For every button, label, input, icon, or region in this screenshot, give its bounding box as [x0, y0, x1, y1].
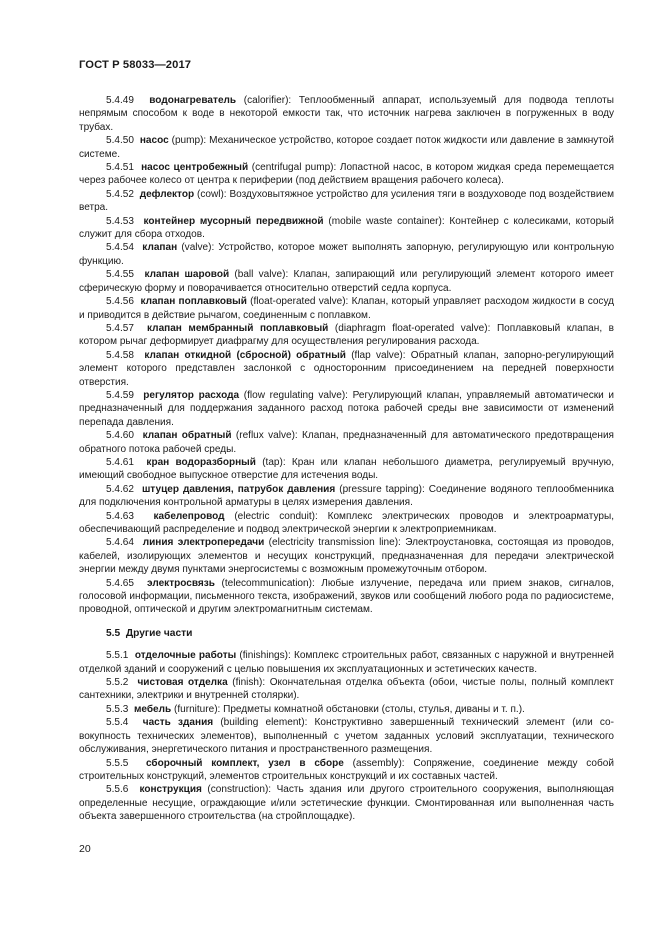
- entry-number: 5.4.61: [106, 456, 134, 468]
- entry-definition: (flow regulating valve): Регулирующий клапан, управляемый автоматически и предназначенный для поддержания заданного расход потока рабочей среды вне зависимости от изменений перепада давления.: [79, 389, 614, 428]
- entry-term: клапан откидной (сбросной) обратный: [144, 349, 346, 361]
- entry-term: водонагреватель: [149, 95, 237, 106]
- entry-term: контейнер мусорный передвижной: [143, 215, 324, 227]
- entry-definition: (telecommunication): Любые излучение, передача или прием знаков, сигналов, голосовой информации, письменного текста, изображений, звуков или сообщений любого рода по радиосистеме, проводной, оптической и другим электромагнитным системам.: [79, 577, 614, 616]
- entry-number: 5.4.56: [106, 296, 134, 308]
- term-entry: [79, 483, 614, 510]
- entry-number: 5.4.51: [106, 162, 134, 174]
- entry-term: клапан мембранный поплавковый: [147, 322, 329, 334]
- entry-definition: (furniture): Предметы комнатной обстановки (столы, стулья, диваны и т. п.).: [171, 703, 525, 715]
- entry-number: 5.4.57: [106, 322, 134, 334]
- entry-number: 5.4.52: [106, 188, 134, 200]
- document-header: ГОСТ Р 58033—2017: [79, 59, 192, 71]
- section-heading: [79, 627, 614, 640]
- entry-definition: (building element): Конструктивно завершенный технический элемент (или совокупность технических элементов), выполненный с учетом заданных условий эксплуатации, технического обслуживания, энергетического питания и пространственного размещения.: [79, 717, 614, 756]
- term-entry: [79, 783, 614, 823]
- entry-definition: (ball valve): Клапан, запирающий или регулирующий элемент которого имеет сферическую форму и поворачивается относительно отверстий седла корпуса.: [79, 269, 614, 294]
- entry-term: штуцер давления, патрубок давления: [141, 483, 336, 495]
- term-entry: [79, 295, 614, 322]
- entry-term: регулятор расхода: [143, 389, 240, 401]
- entry-term: насос: [139, 135, 169, 147]
- entry-definition: (flap valve): Обратный клапан, запорно-регулирующий элемент которого представлен заслонкой с односторонним присоединением на передней поверхности отверстия.: [79, 349, 614, 388]
- entry-definition: (finishings): Комплекс строительных работ, связанных с наружной и внутренней отделкой зданий и сооружений с целью повышения их эксплуатационных и эстетических качеств.: [79, 650, 614, 675]
- term-entry: [79, 215, 614, 242]
- entry-definition: (tap): Кран или клапан небольшого диаметра, регулируемый вручную, имеющий свободное выпускное отверстие для истечения воды.: [79, 456, 614, 482]
- term-entry: [79, 716, 614, 756]
- entry-term: насос центробежный: [141, 162, 249, 174]
- term-entry: [79, 510, 614, 537]
- term-entry: [79, 536, 614, 576]
- entry-number: 5.4.63: [106, 510, 134, 522]
- entry-number: 5.4.49: [106, 95, 134, 106]
- entry-definition: (electricity transmission line): Электроустановка, состоящая из проводов, кабелей, изолирующих элементов и несущих конструкций, предназначенная для передачи электрической энергии между двумя пунктами энергосистемы с возможным промежуточным отбором.: [79, 537, 614, 576]
- entry-definition: (calorifier): Теплообменный аппарат, используемый для подвода теплоты непрямым способом к воде в некоторой емкости так, что источник нагрева заключен в погруженных в воду трубах.: [79, 95, 614, 133]
- entry-number: 5.4.58: [106, 349, 134, 361]
- term-entry: [79, 389, 614, 429]
- section-number: 5.5: [106, 627, 121, 639]
- entry-number: 5.4.64: [106, 537, 134, 549]
- entry-term: линия электропередачи: [142, 537, 265, 549]
- entry-number: 5.5.5: [106, 757, 129, 769]
- term-list-5-5: [79, 649, 614, 823]
- entry-number: 5.4.50: [106, 135, 134, 147]
- entry-number: 5.4.59: [106, 389, 134, 401]
- entry-definition: (mobile waste container): Контейнер с колесиками, который служит для сбора отходов.: [79, 215, 615, 241]
- entry-term: клапан обратный: [142, 430, 232, 442]
- term-list-5-4: [79, 94, 614, 617]
- term-entry: [79, 161, 614, 188]
- entry-definition: (assembly): Сопряжение, соединение между собой строительных конструкций, элементов строительных конструкций и их составных частей.: [79, 757, 614, 782]
- term-entry: [79, 676, 614, 703]
- entry-number: 5.5.1: [106, 650, 129, 662]
- entry-definition: (valve): Устройство, которое может выполнять запорную, регулирующую или контрольную функцию.: [79, 242, 615, 267]
- term-entry: [79, 241, 614, 268]
- entry-term: отделочные работы: [134, 650, 237, 662]
- term-entry: [79, 322, 614, 349]
- term-entry: [79, 94, 614, 134]
- term-entry: [79, 703, 614, 716]
- document-body: [79, 94, 614, 824]
- page-number: 20: [79, 843, 91, 855]
- entry-definition: (cowl): Воздуховытяжное устройство для усиления тяги в воздуховоде под воздействием ветра.: [79, 188, 614, 214]
- entry-definition: (float-operated valve): Клапан, который управляет расходом жидкости в сосуд и приводится в действие рычагом, соединенным с поплавком.: [79, 296, 614, 321]
- entry-definition: (construction): Часть здания или другого строительного сооружения, выполняющая определенные несущие, ограждающие и/или эстетические функции. Смонтированная или выполненная часть объекта завершенного строительства (на стройплощадке).: [79, 784, 614, 823]
- entry-term: кран водоразборный: [146, 456, 256, 468]
- term-entry: [79, 188, 614, 215]
- term-entry: [79, 649, 614, 676]
- entry-definition: (finish): Окончательная отделка объекта (обои, чистые полы, полный комплект сантехники, электрики и внутренней столярки).: [79, 677, 614, 702]
- entry-term: часть здания: [142, 717, 214, 729]
- entry-number: 5.4.62: [106, 483, 134, 495]
- term-entry: [79, 349, 614, 389]
- entry-definition: (reflux valve): Клапан, предназначенный для автоматического предотвращения обратного потока рабочей среды.: [79, 430, 614, 455]
- entry-number: 5.4.60: [106, 430, 134, 442]
- entry-term: мебель: [133, 703, 172, 715]
- term-entry: [79, 456, 614, 483]
- entry-number: 5.4.65: [106, 577, 134, 589]
- entry-term: клапан шаровой: [144, 269, 230, 281]
- entry-term: сборочный комплект, узел в сборе: [145, 757, 344, 769]
- entry-term: дефлектор: [139, 188, 195, 200]
- term-entry: [79, 577, 614, 617]
- entry-term: клапан: [142, 242, 178, 254]
- entry-definition: (diaphragm float-operated valve): Поплавковый клапан, в котором рычаг деформирует диафрагму для осуществления регулирования расхода.: [79, 322, 614, 348]
- term-entry: [79, 268, 614, 295]
- term-entry: [79, 757, 614, 784]
- entry-term: электросвязь: [147, 577, 215, 589]
- entry-number: 5.5.6: [106, 784, 129, 796]
- entry-definition: (pressure tapping): Соединение водяного теплообменника для подключения контрольной арматуры в целях измерения давления.: [79, 483, 614, 509]
- entry-number: 5.4.54: [106, 242, 134, 254]
- entry-definition: (pump): Механическое устройство, которое создает поток жидкости или давление в замкнутой системе.: [79, 135, 614, 160]
- entry-number: 5.5.3: [106, 703, 129, 715]
- section-title: Другие части: [125, 627, 193, 639]
- entry-definition: (electric conduit): Комплекс электрических проводов и электроарматуры, обеспечивающий распределение и подвод электрической энергии к электроприемникам.: [79, 510, 614, 535]
- entry-number: 5.5.2: [106, 677, 129, 689]
- entry-term: чистовая отделка: [137, 677, 228, 689]
- entry-number: 5.4.55: [106, 269, 134, 281]
- entry-number: 5.4.53: [106, 215, 134, 227]
- entry-definition: (centrifugal pump): Лопастной насос, в котором жидкая среда перемещается через рабочее колесо от центра к периферии (под действием вращения рабочего колеса).: [79, 162, 615, 187]
- entry-term: кабелепровод: [153, 510, 225, 522]
- entry-number: 5.5.4: [106, 717, 129, 729]
- entry-term: конструкция: [139, 784, 202, 796]
- term-entry: [79, 134, 614, 161]
- entry-term: клапан поплавковый: [140, 296, 247, 308]
- term-entry: [79, 429, 614, 456]
